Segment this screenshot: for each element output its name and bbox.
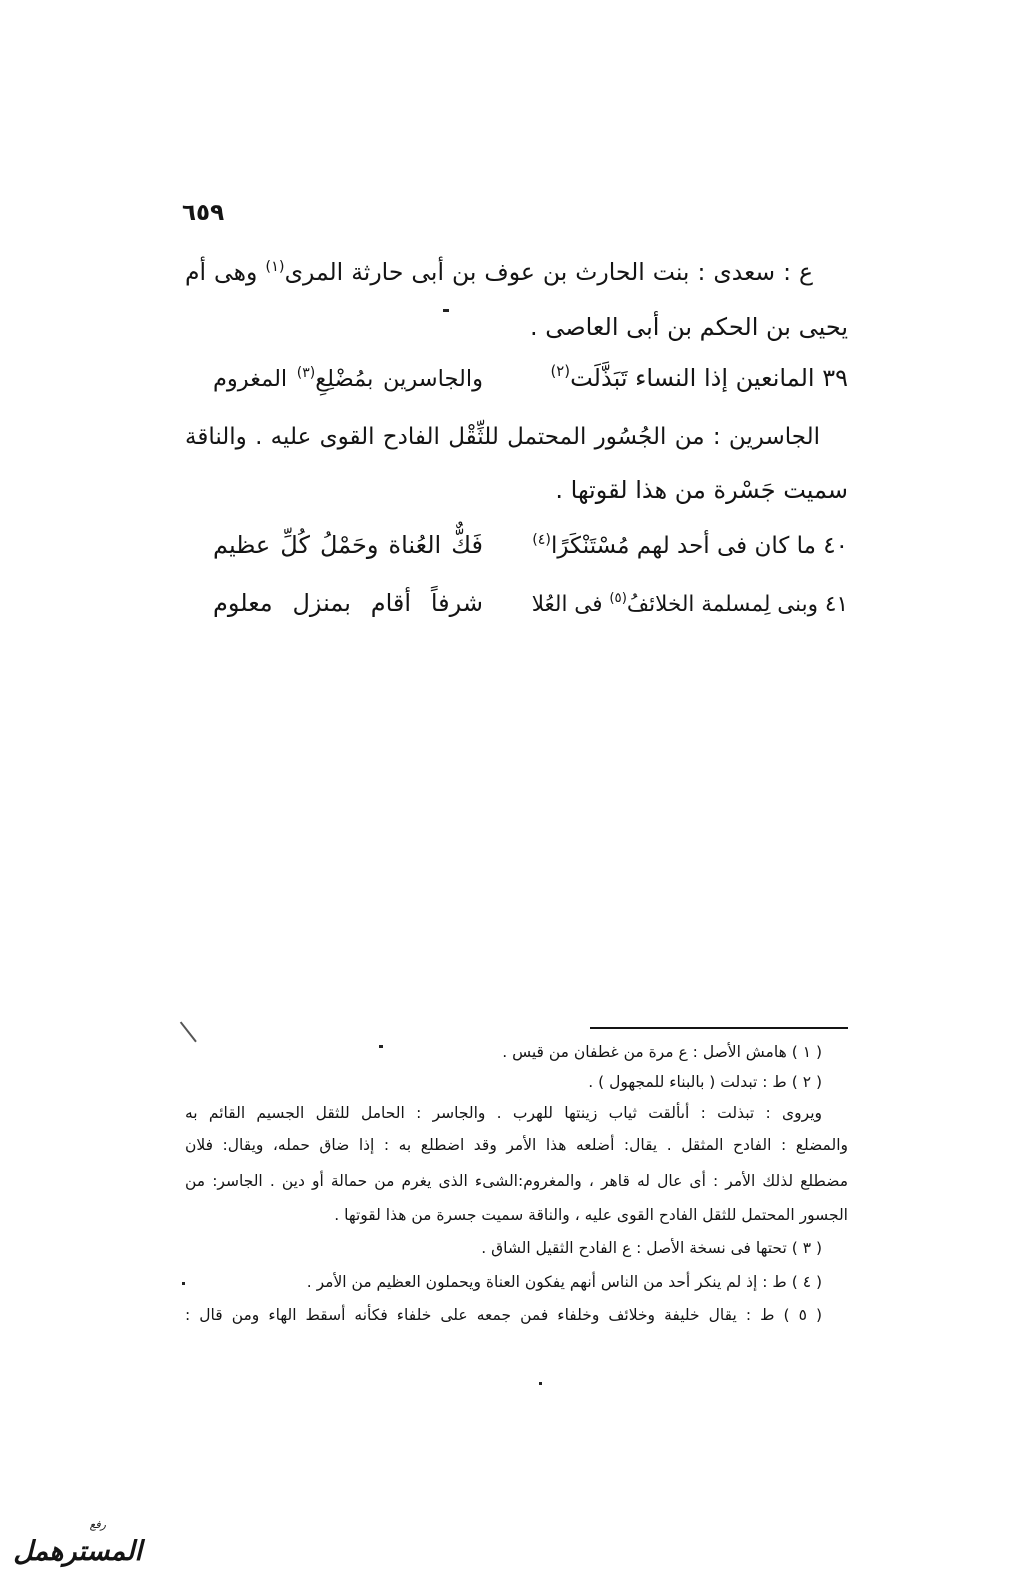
line-text: ما كان فى أحد لهم مُسْتَنْكَرًا — [550, 533, 816, 559]
hemistich-second: شرفاً أقام بمنزل معلوم — [213, 589, 483, 617]
verse-41 — [213, 583, 848, 625]
verse-39 — [213, 358, 848, 399]
hemistich-first — [526, 526, 848, 566]
scan-speck — [182, 1282, 185, 1285]
footnote-number: ( ٤ ) — [791, 1273, 822, 1291]
line-text: فى العُلا — [531, 592, 610, 617]
watermark-logo — [6, 1518, 146, 1584]
line-text: وهى أم — [185, 258, 266, 286]
scan-speck — [379, 1045, 383, 1048]
line-text: وبنى لِمسلمة الخلائفُ — [626, 592, 819, 617]
hemistich-second — [213, 359, 483, 399]
watermark-main: المسترهمل — [13, 1536, 142, 1567]
hemistich-second: فَكٌّ العُناة وحَمْلُ كُلِّ عظيم — [213, 531, 483, 559]
line-text: المانعين إذا النساء تَبَذَّلَت — [570, 364, 815, 392]
verse-number: ٤١ — [824, 592, 848, 617]
footnote-rule — [590, 1027, 848, 1029]
verse-40 — [213, 525, 848, 566]
line-text: المغروم — [213, 366, 297, 392]
watermark-top: رفع — [89, 1518, 106, 1531]
footnote-text: ط : يقال خليفة وخلائف وخلفاء فمن جمعه على خلفاء فكأنه أسقط الهاء ومن قال : — [185, 1306, 775, 1324]
body-line-1 — [185, 252, 813, 292]
footnote-4 — [185, 1269, 822, 1295]
footnote-1 — [185, 1039, 822, 1065]
footnote-number: ( ٢ ) — [791, 1073, 822, 1091]
footnote-ref-1: (١) — [265, 257, 285, 275]
footnote-2-continuation-4: الجسور المحتمل للثقل الفادح القوى عليه ، والناقة سميت جسرة من هذا لقوتها . — [334, 1206, 848, 1224]
footnote-text: هامش الأصل : ع مرة من غطفان من قيس . — [502, 1043, 787, 1061]
hemistich-first — [526, 585, 848, 625]
body-line-4: الجاسرين : من الجُسُور المحتمل للثِّقْل الفادح القوى عليه . والناقة — [185, 424, 820, 450]
footnote-ref-5: (٥) — [609, 591, 627, 607]
page-number: ٦٥٩ — [182, 200, 225, 226]
scan-speck — [539, 1382, 542, 1385]
line-text: والجاسرين بمُضْلِعِ — [315, 366, 483, 392]
scan-speck — [443, 309, 449, 312]
footnote-ref-4: (٤) — [532, 531, 551, 548]
footnote-number: ( ١ ) — [791, 1043, 822, 1061]
hemistich-first — [526, 358, 848, 398]
footnote-number: ( ٣ ) — [791, 1239, 822, 1257]
footnote-number: ( ٥ ) — [783, 1306, 822, 1324]
footnote-5 — [185, 1302, 822, 1328]
footnote-3 — [185, 1235, 822, 1261]
verse-number: ٣٩ — [822, 364, 848, 392]
footnote-2-continuation-3: مضطلع لذلك الأمر : أى عال له قاهر ، والمغروم:الشىء الذى يغرم من حمالة أو دين . الجاسر: من — [185, 1172, 848, 1190]
footnote-text: ط : تبدلت ( بالبناء للمجهول ) . — [588, 1073, 787, 1091]
verse-number: ٤٠ — [823, 533, 848, 559]
footnote-2-continuation-1: ويروى : تبذلت : أىألقت ثياب زينتها للهرب . والجاسر : الحامل للثقل الجسيم القائم به — [185, 1104, 822, 1122]
body-line-5: سميت جَسْرة من هذا لقوتها . — [555, 476, 848, 504]
footnote-text: ط : إذ لم ينكر أحد من الناس أنهم يفكون العناة ويحملون العظيم من الأمر . — [306, 1273, 787, 1291]
footnote-text: تحتها فى نسخة الأصل : ع الفادح الثقيل الشاق . — [481, 1239, 787, 1257]
body-line-2: يحيى بن الحكم بن أبى العاصى . — [529, 313, 848, 341]
footnote-ref-2: (٢) — [550, 362, 571, 381]
line-text: ع : سعدى : بنت الحارث بن عوف بن أبى حارثة المرى — [284, 258, 813, 286]
footnote-2-continuation-2: والمضلع : الفادح المثقل . يقال: أضلعه هذا الأمر وقد اضطلع به : إذا ضاق حمله، ويقال: فلان — [185, 1136, 848, 1154]
footnote-2 — [185, 1069, 822, 1095]
footnote-ref-3: (٣) — [296, 364, 316, 381]
